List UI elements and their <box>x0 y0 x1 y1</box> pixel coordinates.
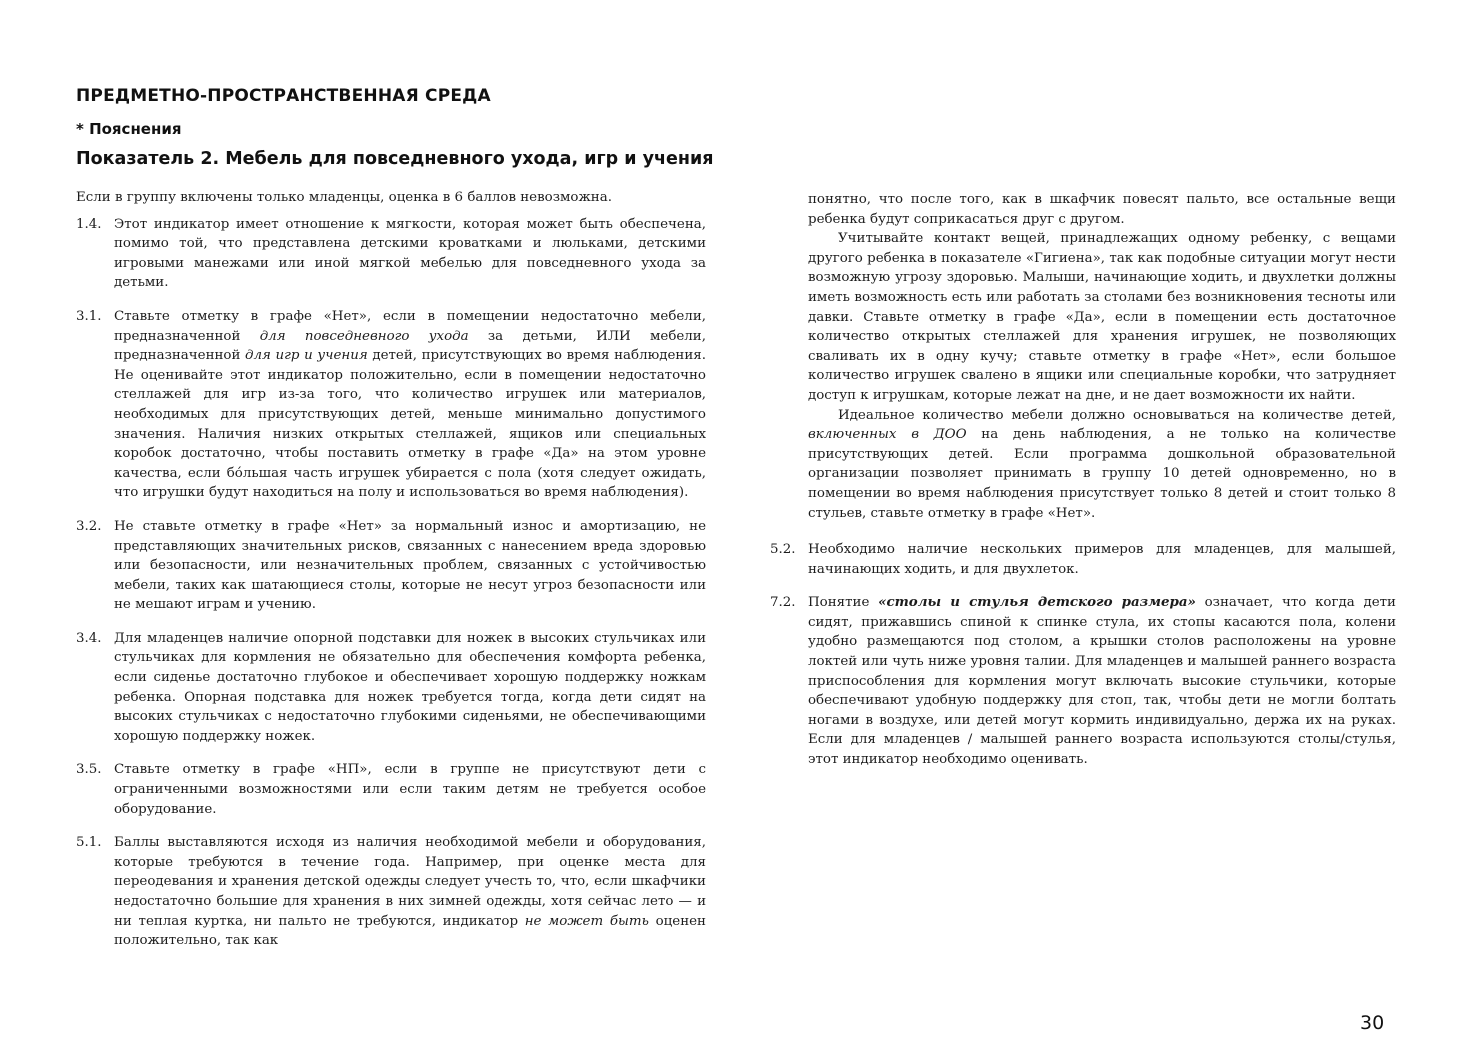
note-item-1-4 <box>76 215 706 293</box>
note-item-5-1 <box>76 833 706 951</box>
emphasis-text: не может быть <box>524 913 649 929</box>
note-text-part: за детьми, ИЛИ мебели, предназначенной <box>114 328 706 364</box>
note-item-3-1 <box>76 307 706 503</box>
page-number: 30 <box>1360 1012 1385 1034</box>
note-number: 5.1. <box>76 835 102 851</box>
notes-label: * Пояснения <box>76 120 182 138</box>
note-item-5-2 <box>770 540 1396 579</box>
emphasis-text: для игр и учения <box>245 348 368 364</box>
note-text <box>114 307 706 503</box>
note-text-part: Понятие <box>808 595 879 611</box>
continuation-text: понятно, что после того, как в шкафчик повесят пальто, все остальные вещи ребенка будут соприкасаться друг с другом. <box>808 192 1396 227</box>
note-item-3-4 <box>76 629 706 747</box>
paragraph-text-part: на день наблюдения, а не только на количестве присутствующих детей. Если программа дошкольной образовательной организации позволяет принимать в группу 10 детей одновременно, но в помещении во время наблюдения присутствует только 8 детей и стоит только 8 стульев, ставьте отметку в графе «Нет». <box>808 427 1397 521</box>
right-column <box>770 190 1396 784</box>
left-column <box>76 188 706 965</box>
emphasis-text: включенных в ДОО <box>808 427 967 443</box>
intro-paragraph: Если в группу включены только младенцы, оценка в 6 баллов невозможна. <box>76 190 612 205</box>
paragraph-text-part: Идеальное количество мебели должно основываться на количестве детей, <box>838 407 1396 423</box>
contact-paragraph: Учитывайте контакт вещей, принадлежащих одному ребенку, с вещами другого ребенка в показателе «Гигиена», так как подобные ситуации могут нести возможную угрозу здоровью. Малыши, начинающие ходить, и двухлетки должны иметь возможность есть или работать за столами без возникновения тесноты или давки. Ставьте отметку в графе «Да», если в помещении есть достаточное количество открытых стеллажей для хранения игрушек, не позволяющих сваливать их в одну кучу; ставьте отметку в графе «Нет», если большое количество игрушек свалено в ящики или специальные коробки, что затрудняет доступ к игрушкам, которые лежат на дне, и не дает возможности их найти. <box>808 231 1396 403</box>
note-number: 1.4. <box>76 216 102 232</box>
note-text-part: оценен положительно, так как <box>114 913 706 949</box>
note-item-7-2 <box>770 593 1396 769</box>
note-text-part: детей, присутствующих во время наблюдения. Не оценивайте этот индикатор положительно, если в помещении недостаточно стеллажей для игр из-за того, что количество игрушек или материалов, необходимых для присутствующих детей, меньше минимально допустимого значения. Наличия низких открытых стеллажей, ящиков или специальных коробок достаточно, чтобы поставить отметку в графе «Да» на этом уровне качества, если бо́льшая часть игрушек убирается с пола (хотя следует ожидать, что игрушки будут находиться на полу и использоваться во время наблюдения). <box>114 348 706 501</box>
note-text-part: Баллы выставляются исходя из наличия необходимой мебели и оборудования, которые требуются в течение года. Например, при оценке места для переодевания и хранения детской одежды следует учесть то, что, если шкафчики недостаточно большие для хранения в них зимней одежды, хотя сейчас лето — и ни теплая куртка, ни пальто не требуются, индикатор <box>114 835 706 929</box>
note-text: Необходимо наличие нескольких примеров для младенцев, для малышей, начинающих ходить, и для двухлеток. <box>808 542 1396 577</box>
note-item-3-2 <box>76 517 706 615</box>
note-item-3-5 <box>76 760 706 819</box>
note-text <box>808 593 1396 769</box>
note-text-part: Ставьте отметку в графе «Нет», если в помещении недостаточно мебели, предназначенной <box>114 308 706 344</box>
bold-emphasis-text: «столы и стулья детского размера» <box>878 594 1196 611</box>
note-number: 5.2. <box>770 542 796 558</box>
note-number: 3.5. <box>76 762 102 778</box>
section-title: ПРЕДМЕТНО-ПРОСТРАНСТВЕННАЯ СРЕДА <box>76 86 491 106</box>
note-text: Ставьте отметку в графе «НП», если в группе не присутствуют дети с ограниченными возможностями или если таким детям не требуется особое оборудование. <box>114 762 706 817</box>
note-text: Для младенцев наличие опорной подставки для ножек в высоких стульчиках или стульчиках для кормления не обязательно для обеспечения комфорта ребенка, если сиденье достаточно глубокое и обеспечивает хорошую поддержку ножкам ребенка. Опорная подставка для ножек требуется тогда, когда дети сидят на высоких стульчиках с недостаточно глубокими сиденьями, не обеспечивающими хорошую поддержку ножек. <box>114 630 706 744</box>
note-text-part: означает, что когда дети сидят, прижавшись спиной к спинке стула, их стопы касаются пола, колени удобно размещаются под столом, а крышки столов расположены на уровне локтей или чуть ниже уровня талии. Для младенцев и малышей раннего возраста приспособления для кормления могут включать высокие стульчики, которые обеспечивают удобную поддержку для стоп, так, чтобы дети не могли болтать ногами в воздухе, или детей могут кормить индивидуально, держа их на руках. Если для младенцев / малышей раннего возраста используются столы/стулья, этот индикатор необходимо оценивать. <box>808 595 1396 768</box>
note-number: 7.2. <box>770 595 796 611</box>
note-text: Этот индикатор имеет отношение к мягкости, которая может быть обеспечена, помимо той, что представлена детскими кроватками и люльками, детскими игровыми манежами или иной мягкой мебелью для повседневного ухода за детьми. <box>114 216 706 291</box>
note-text: Не ставьте отметку в графе «Нет» за нормальный износ и амортизацию, не представляющих значительных рисков, связанных с нанесением вреда здоровью или безопасности, или незначительных проблем, связанных с устойчивостью мебели, таких как шатающиеся столы, которые не несут угроз безопасности или не мешают играм и учению. <box>114 518 706 613</box>
note-number: 3.1. <box>76 308 102 324</box>
note-number: 3.2. <box>76 518 102 534</box>
indicator-title: Показатель 2. Мебель для повседневного ухода, игр и учения <box>76 149 714 169</box>
note-number: 3.4. <box>76 630 102 646</box>
note-text <box>114 833 706 951</box>
furniture-count-paragraph <box>770 406 1396 524</box>
emphasis-text: для повседневного ухода <box>259 328 469 344</box>
